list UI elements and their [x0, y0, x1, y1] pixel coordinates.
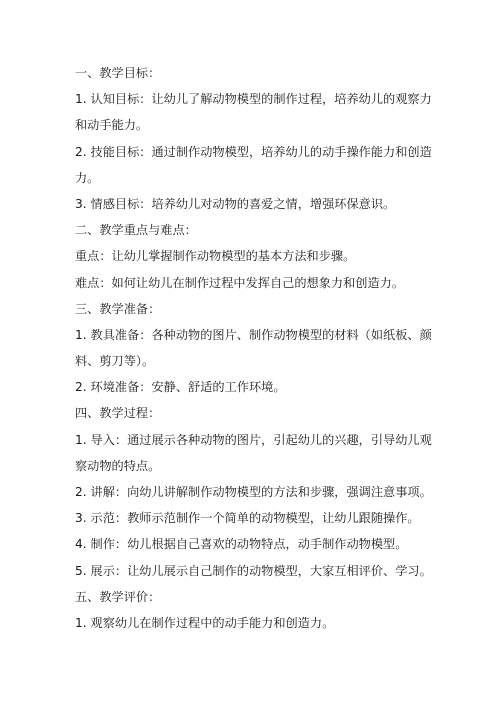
paragraph-line: 3. 示范：教师示范制作一个简单的动物模型，让幼儿跟随操作。	[75, 511, 420, 526]
paragraph-line: 1. 教具准备：各种动物的图片、制作动物模型的材料（如纸板、颜	[75, 327, 432, 342]
paragraph-line: 重点：让幼儿掌握制作动物模型的基本方法和步骤。	[75, 249, 356, 264]
paragraph-line: 1. 认知目标：让幼儿了解动物模型的制作过程，培养幼儿的观察力	[75, 92, 432, 107]
paragraph-line: 2. 技能目标：通过制作动物模型，培养幼儿的动手操作能力和创造	[75, 144, 432, 159]
paragraph-line: 2. 环境准备：安静、舒适的工作环境。	[75, 380, 286, 395]
section-heading-evaluation: 五、教学评价：	[75, 589, 161, 604]
paragraph-line: 2. 讲解：向幼儿讲解制作动物模型的方法和步骤，强调注意事项。	[75, 485, 432, 499]
paragraph-line: 4. 制作：幼儿根据自己喜欢的动物特点，动手制作动物模型。	[75, 537, 408, 552]
paragraph-line: 1. 导入：通过展示各种动物的图片，引起幼儿的兴趣，引导幼儿观	[75, 432, 432, 447]
paragraph-line: 力。	[75, 170, 100, 185]
paragraph-line: 和动手能力。	[75, 118, 149, 133]
paragraph-line: 5. 展示：让幼儿展示自己制作的动物模型，大家互相评价、学习。	[75, 563, 432, 578]
section-heading-process: 四、教学过程：	[75, 406, 161, 421]
section-heading-objectives: 一、教学目标：	[75, 66, 161, 80]
paragraph-line: 察动物的特点。	[75, 458, 161, 473]
section-heading-key-points: 二、教学重点与难点：	[75, 223, 197, 238]
document-body	[75, 60, 432, 636]
paragraph-line: 料、剪刀等）。	[75, 354, 155, 369]
paragraph-line: 3. 情感目标：培养幼儿对动物的喜爱之情，增强环保意识。	[75, 196, 396, 211]
paragraph-line: 难点：如何让幼儿在制作过程中发挥自己的想象力和创造力。	[75, 275, 405, 290]
paragraph-line: 1. 观察幼儿在制作过程中的动手能力和创造力。	[75, 615, 335, 630]
section-heading-preparation: 三、教学准备：	[75, 301, 161, 316]
